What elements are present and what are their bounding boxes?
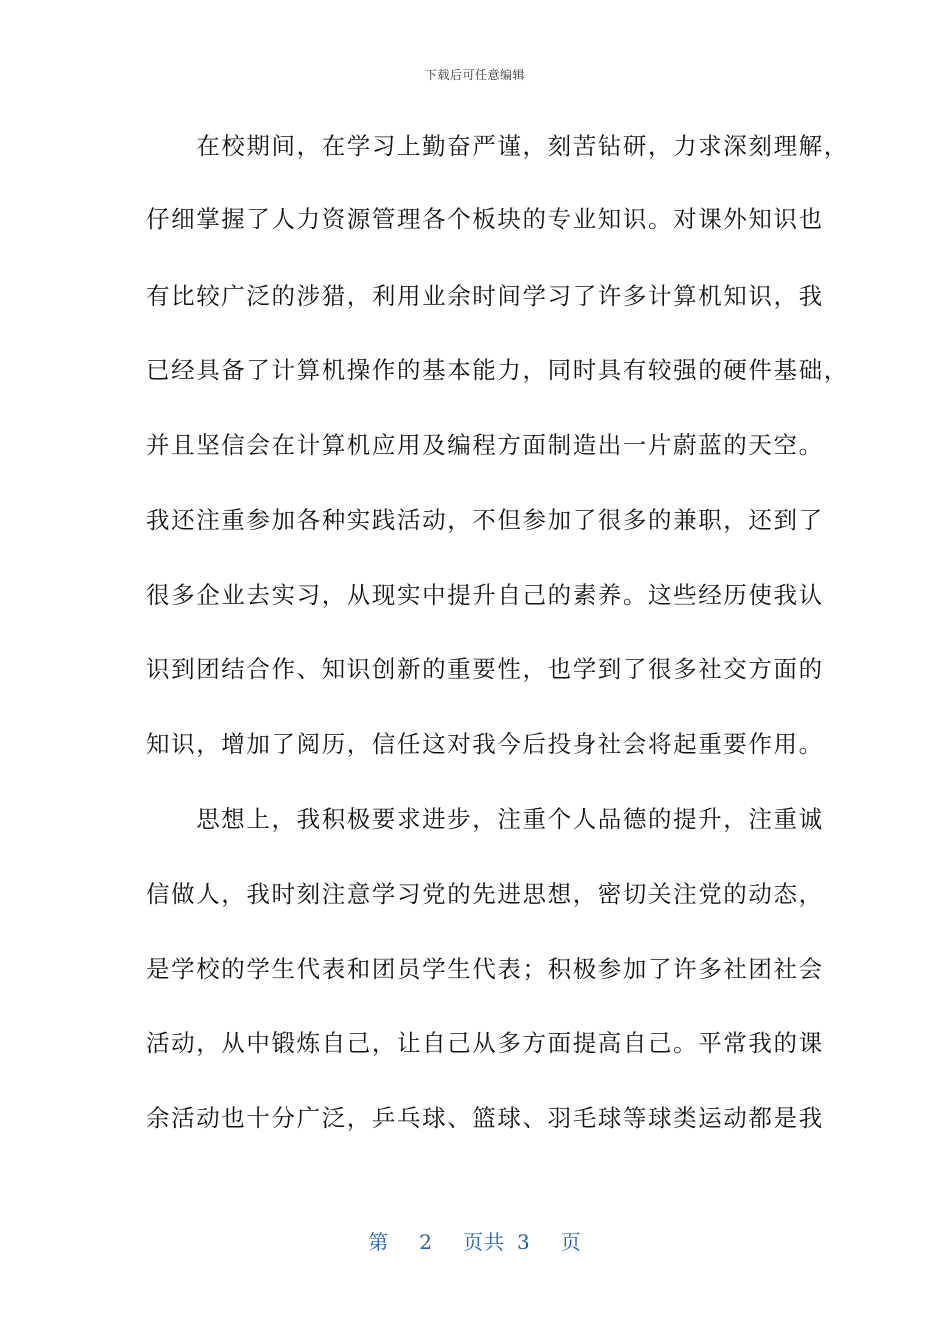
text-line: 仔细掌握了人力资源管理各个板块的专业知识。对课外知识也 [146,205,824,233]
text-line: 识到团结合作、知识创新的重要性，也学到了很多社交方面的 [146,655,824,683]
text-line: 思想上，我积极要求进步，注重个人品德的提升，注重诚 [146,805,824,833]
text-line: 我还注重参加各种实践活动，不但参加了很多的兼职，还到了 [146,506,824,534]
page-header: 下载后可任意编辑 [424,68,525,82]
text-line: 有比较广泛的涉猎，利用业余时间学习了许多计算机知识，我 [146,282,824,310]
text-line: 在校期间，在学习上勤奋严谨，刻苦钻研，力求深刻理解， [146,132,849,160]
text-line: 信做人，我时刻注意学习党的先进思想，密切关注党的动态， [146,880,824,908]
footer-page-number: 2 [419,1230,433,1254]
text-line: 并且坚信会在计算机应用及编程方面制造出一片蔚蓝的天空。 [146,431,824,459]
text-line: 知识，增加了阅历，信任这对我今后投身社会将起重要作用。 [146,730,824,758]
footer-middle: 页共 [463,1230,505,1254]
text-line: 余活动也十分广泛，乒乓球、篮球、羽毛球等球类运动都是我 [146,1104,824,1132]
page-footer [0,1226,950,1255]
footer-suffix: 页 [560,1230,582,1254]
footer-total-pages: 3 [517,1230,531,1254]
footer-prefix: 第 [368,1230,390,1254]
text-line: 活动，从中锻炼自己，让自己从多方面提高自己。平常我的课 [146,1029,824,1057]
text-line: 是学校的学生代表和团员学生代表；积极参加了许多社团社会 [146,955,824,983]
text-line: 已经具备了计算机操作的基本能力，同时具有较强的硬件基础， [146,356,849,384]
text-line: 很多企业去实习，从现实中提升自己的素养。这些经历使我认 [146,581,824,609]
